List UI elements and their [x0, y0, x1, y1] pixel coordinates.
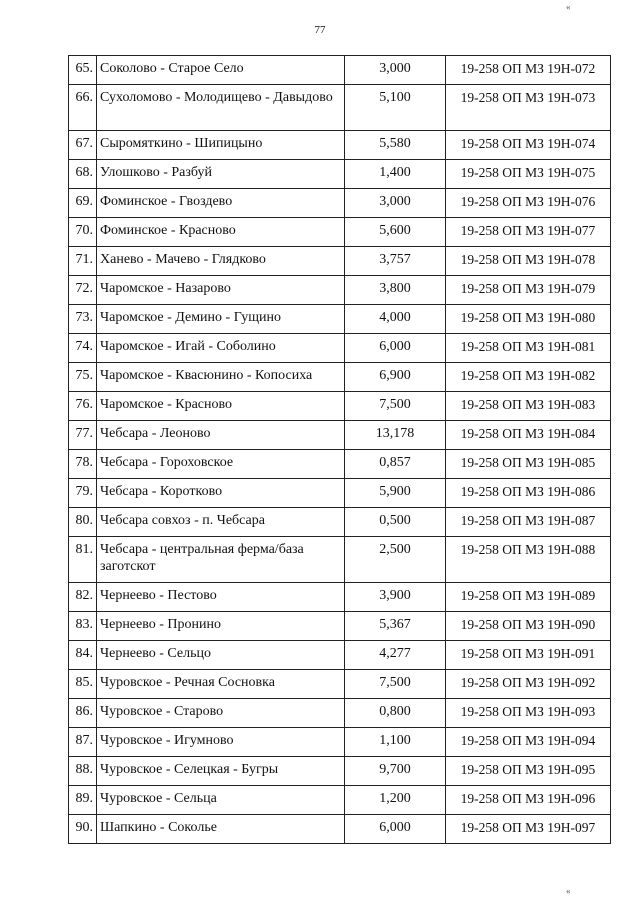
road-length: 1,100 — [345, 728, 446, 757]
road-length: 3,757 — [345, 247, 446, 276]
row-number: 69. — [69, 189, 97, 218]
road-length: 3,000 — [345, 189, 446, 218]
road-id-code: 19-258 ОП МЗ 19Н-092 — [446, 670, 611, 699]
road-name: Фоминское - Красново — [97, 218, 345, 247]
row-number: 90. — [69, 815, 97, 844]
road-length: 4,277 — [345, 641, 446, 670]
road-id-code: 19-258 ОП МЗ 19Н-084 — [446, 421, 611, 450]
road-length: 3,800 — [345, 276, 446, 305]
row-number: 67. — [69, 131, 97, 160]
road-length: 3,000 — [345, 56, 446, 85]
corner-mark: « — [566, 2, 571, 12]
row-number: 65. — [69, 56, 97, 85]
table-row — [69, 85, 611, 131]
road-name: Соколово - Старое Село — [97, 56, 345, 85]
table-row — [69, 508, 611, 537]
road-id-code: 19-258 ОП МЗ 19Н-073 — [446, 85, 611, 131]
road-id-code: 19-258 ОП МЗ 19Н-083 — [446, 392, 611, 421]
road-id-code: 19-258 ОП МЗ 19Н-078 — [446, 247, 611, 276]
table-row — [69, 160, 611, 189]
road-length: 6,900 — [345, 363, 446, 392]
table-row — [69, 537, 611, 583]
road-length: 7,500 — [345, 670, 446, 699]
row-number: 81. — [69, 537, 97, 583]
row-number: 80. — [69, 508, 97, 537]
road-length: 2,500 — [345, 537, 446, 583]
road-name: Чернеево - Сельцо — [97, 641, 345, 670]
road-length: 4,000 — [345, 305, 446, 334]
road-length: 0,500 — [345, 508, 446, 537]
table-row — [69, 479, 611, 508]
road-name: Чаромское - Назарово — [97, 276, 345, 305]
road-name: Чаромское - Игай - Соболино — [97, 334, 345, 363]
table-row — [69, 334, 611, 363]
row-number: 73. — [69, 305, 97, 334]
road-id-code: 19-258 ОП МЗ 19Н-093 — [446, 699, 611, 728]
road-length: 5,900 — [345, 479, 446, 508]
road-length: 3,900 — [345, 583, 446, 612]
row-number: 79. — [69, 479, 97, 508]
road-length: 6,000 — [345, 334, 446, 363]
table-row — [69, 421, 611, 450]
row-number: 78. — [69, 450, 97, 479]
row-number: 76. — [69, 392, 97, 421]
row-number: 66. — [69, 85, 97, 131]
road-name: Сухоломово - Молодищево - Давыдово — [97, 85, 345, 131]
road-name: Улошково - Разбуй — [97, 160, 345, 189]
road-id-code: 19-258 ОП МЗ 19Н-087 — [446, 508, 611, 537]
row-number: 89. — [69, 786, 97, 815]
row-number: 74. — [69, 334, 97, 363]
road-name: Шапкино - Соколье — [97, 815, 345, 844]
road-length: 5,367 — [345, 612, 446, 641]
corner-mark-bottom: « — [566, 886, 571, 896]
road-id-code: 19-258 ОП МЗ 19Н-088 — [446, 537, 611, 583]
row-number: 68. — [69, 160, 97, 189]
road-id-code: 19-258 ОП МЗ 19Н-080 — [446, 305, 611, 334]
table-row — [69, 276, 611, 305]
table-row — [69, 392, 611, 421]
table-row — [69, 363, 611, 392]
row-number: 87. — [69, 728, 97, 757]
road-length: 5,600 — [345, 218, 446, 247]
table-row — [69, 131, 611, 160]
row-number: 77. — [69, 421, 97, 450]
row-number: 84. — [69, 641, 97, 670]
road-name: Чебсара - Коротково — [97, 479, 345, 508]
table-row — [69, 450, 611, 479]
table-row — [69, 612, 611, 641]
row-number: 72. — [69, 276, 97, 305]
page-number: 77 — [314, 24, 326, 36]
table-row — [69, 786, 611, 815]
table-row — [69, 218, 611, 247]
road-name: Чаромское - Демино - Гущино — [97, 305, 345, 334]
road-name: Чаромское - Квасюнино - Копосиха — [97, 363, 345, 392]
road-id-code: 19-258 ОП МЗ 19Н-096 — [446, 786, 611, 815]
table-row — [69, 305, 611, 334]
road-id-code: 19-258 ОП МЗ 19Н-086 — [446, 479, 611, 508]
road-length: 6,000 — [345, 815, 446, 844]
road-length: 0,857 — [345, 450, 446, 479]
road-name: Сыромяткино - Шипицыно — [97, 131, 345, 160]
row-number: 75. — [69, 363, 97, 392]
road-id-code: 19-258 ОП МЗ 19Н-089 — [446, 583, 611, 612]
road-length: 1,200 — [345, 786, 446, 815]
road-name: Чернеево - Пестово — [97, 583, 345, 612]
road-name: Чуровское - Игумново — [97, 728, 345, 757]
row-number: 71. — [69, 247, 97, 276]
road-id-code: 19-258 ОП МЗ 19Н-091 — [446, 641, 611, 670]
road-name: Чебсара - центральная ферма/база заготскот — [97, 537, 345, 583]
road-name: Чернеево - Пронино — [97, 612, 345, 641]
road-id-code: 19-258 ОП МЗ 19Н-079 — [446, 276, 611, 305]
road-name: Чебсара - Леоново — [97, 421, 345, 450]
row-number: 88. — [69, 757, 97, 786]
road-length: 0,800 — [345, 699, 446, 728]
road-id-code: 19-258 ОП МЗ 19Н-075 — [446, 160, 611, 189]
table-row — [69, 815, 611, 844]
table-row — [69, 189, 611, 218]
road-length: 5,580 — [345, 131, 446, 160]
road-id-code: 19-258 ОП МЗ 19Н-085 — [446, 450, 611, 479]
road-id-code: 19-258 ОП МЗ 19Н-097 — [446, 815, 611, 844]
table-row — [69, 728, 611, 757]
road-name: Чуровское - Старово — [97, 699, 345, 728]
road-name: Чебсара совхоз - п. Чебсара — [97, 508, 345, 537]
road-length: 7,500 — [345, 392, 446, 421]
road-name: Чуровское - Речная Сосновка — [97, 670, 345, 699]
road-length: 1,400 — [345, 160, 446, 189]
road-length: 5,100 — [345, 85, 446, 131]
road-id-code: 19-258 ОП МЗ 19Н-074 — [446, 131, 611, 160]
road-name: Чебсара - Гороховское — [97, 450, 345, 479]
road-id-code: 19-258 ОП МЗ 19Н-094 — [446, 728, 611, 757]
row-number: 70. — [69, 218, 97, 247]
table-row — [69, 247, 611, 276]
road-id-code: 19-258 ОП МЗ 19Н-072 — [446, 56, 611, 85]
row-number: 83. — [69, 612, 97, 641]
road-id-code: 19-258 ОП МЗ 19Н-082 — [446, 363, 611, 392]
row-number: 86. — [69, 699, 97, 728]
table-row — [69, 641, 611, 670]
road-id-code: 19-258 ОП МЗ 19Н-090 — [446, 612, 611, 641]
table-row — [69, 757, 611, 786]
table-row — [69, 670, 611, 699]
roads-table-body — [69, 56, 611, 844]
road-length: 9,700 — [345, 757, 446, 786]
table-row — [69, 583, 611, 612]
roads-table — [68, 55, 611, 844]
road-name: Чуровское - Сельца — [97, 786, 345, 815]
road-name: Фоминское - Гвоздево — [97, 189, 345, 218]
table-row — [69, 56, 611, 85]
road-id-code: 19-258 ОП МЗ 19Н-077 — [446, 218, 611, 247]
road-id-code: 19-258 ОП МЗ 19Н-076 — [446, 189, 611, 218]
road-name: Ханево - Мачево - Глядково — [97, 247, 345, 276]
road-name: Чуровское - Селецкая - Бугры — [97, 757, 345, 786]
row-number: 85. — [69, 670, 97, 699]
row-number: 82. — [69, 583, 97, 612]
road-id-code: 19-258 ОП МЗ 19Н-095 — [446, 757, 611, 786]
road-length: 13,178 — [345, 421, 446, 450]
road-name: Чаромское - Красново — [97, 392, 345, 421]
table-row — [69, 699, 611, 728]
road-id-code: 19-258 ОП МЗ 19Н-081 — [446, 334, 611, 363]
